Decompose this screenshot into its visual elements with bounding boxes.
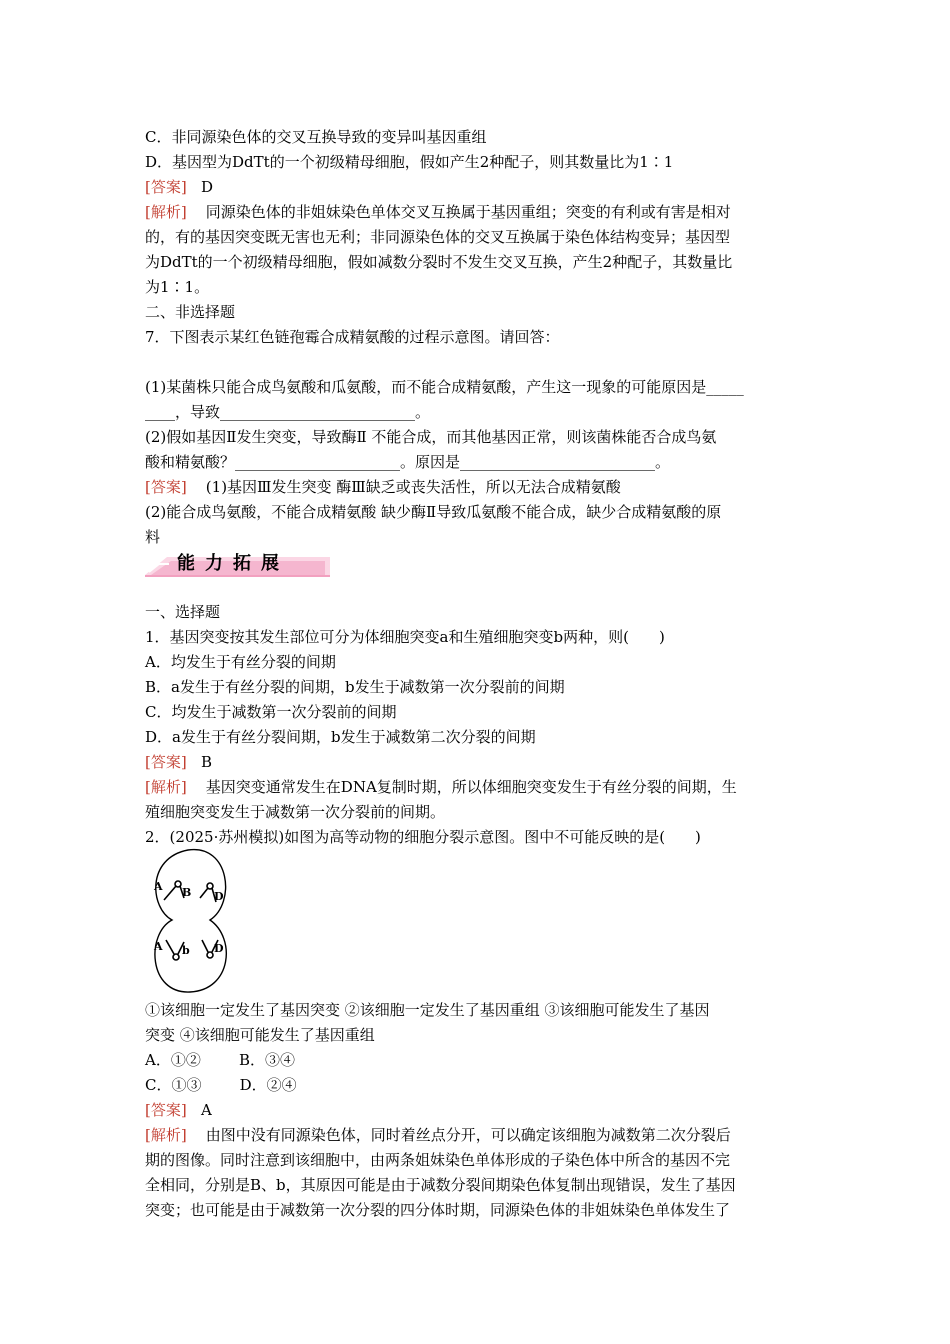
q2-analysis-line-4: 突变；也可能是由于减数第一次分裂的四分体时期，同源染色体的非姐妹染色单体发生了 [145, 1201, 731, 1219]
answer-value: B [201, 753, 213, 771]
q6-analysis-line-2: 的，有的基因突变既无害也无利；非同源染色体的交叉互换属于染色体结构变异；基因型 [145, 228, 731, 246]
q1-stem: 1．基因突变按其发生部位可分为体细胞突变a和生殖细胞突变b两种，则( ) [145, 628, 665, 646]
q2-stem: 2．(2025·苏州模拟)如图为高等动物的细胞分裂示意图。图中不可能反映的是( ) [145, 828, 701, 846]
lower-chromosomes [166, 940, 218, 960]
gene-label-b-lower: b [182, 944, 190, 957]
q7-part1-line-2: ____，导致__________________________。 [145, 403, 431, 421]
answer-text: (1)基因Ⅲ发生突变 酶Ⅲ缺乏或丧失活性，所以无法合成精氨酸 [205, 478, 621, 496]
q7-part2-line-2: 酸和精氨酸？______________________。原因是__________________________。 [145, 453, 671, 471]
q2-options-line-2: 突变 ④该细胞可能发生了基因重组 [145, 1026, 375, 1044]
cell-division-figure [148, 848, 234, 994]
section-banner [145, 545, 330, 581]
q6-analysis-line-1 [145, 202, 810, 222]
q7-part2-line-1: (2)假如基因Ⅱ发生突变，导致酶Ⅱ 不能合成，而其他基因正常，则该菌株能否合成鸟氨 [145, 428, 717, 446]
analysis-tag: [解析] [145, 778, 187, 796]
q1-option-d: D．a发生于有丝分裂间期，b发生于减数第二次分裂的间期 [145, 728, 536, 746]
gene-label-a-lower: A [154, 940, 163, 953]
gene-label-b-upper: B [182, 886, 192, 899]
gene-label-d-upper: D [214, 890, 224, 903]
answer-value: D [201, 178, 214, 196]
answer-tag: [答案] [145, 178, 187, 196]
gene-label-a-upper: A [154, 880, 163, 893]
q2-options-line-1: ①该细胞一定发生了基因突变 ②该细胞一定发生了基因重组 ③该细胞可能发生了基因 [145, 1001, 710, 1019]
q2-choices-ab: A．①② B．③④ [145, 1051, 296, 1069]
q2-analysis-line-3: 全相同，分别是B、b，其原因可能是由于减数分裂间期染色体复制出现错误，发生了基因 [145, 1176, 736, 1194]
q1-option-c: C．均发生于减数第一次分裂前的间期 [145, 703, 397, 721]
q7-answer-line-2: (2)能合成鸟氨酸，不能合成精氨酸 缺少酶Ⅱ导致瓜氨酸不能合成，缺少合成精氨酸的原 [145, 503, 722, 521]
gene-label-d-lower: D [214, 942, 224, 955]
q6-analysis-line-4: 为1∶1。 [145, 278, 210, 296]
q2-choices-cd: C．①③ D．②④ [145, 1076, 297, 1094]
q2-answer [145, 1100, 810, 1120]
q1-analysis-line-2: 殖细胞突变发生于减数第一次分裂前的间期。 [145, 803, 446, 821]
answer-tag: [答案] [145, 753, 187, 771]
analysis-text: 同源染色体的非姐妹染色单体交叉互换属于基因重组；突变的有利或有害是相对 [205, 203, 731, 221]
q6-analysis-line-3: 为DdTt的一个初级精母细胞，假如减数分裂时不发生交叉互换，产生2种配子，其数量比 [145, 253, 733, 271]
q1-option-b: B．a发生于有丝分裂的间期，b发生于减数第一次分裂前的间期 [145, 678, 565, 696]
q1-answer [145, 752, 810, 772]
q1-option-a: A．均发生于有丝分裂的间期 [145, 653, 336, 671]
answer-tag: [答案] [145, 1101, 187, 1119]
answer-value: A [201, 1101, 212, 1119]
q7-part1-line-1: (1)某菌株只能合成鸟氨酸和瓜氨酸，而不能合成精氨酸，产生这一现象的可能原因是_____ [145, 378, 744, 396]
option-c: C．非同源染色体的交叉互换导致的变异叫基因重组 [145, 128, 487, 146]
cell-outline [155, 850, 226, 992]
section-heading-choice: 一、选择题 [145, 603, 221, 621]
banner-title: 能力拓展 [177, 553, 289, 574]
q7-answer-line-3: 料 [145, 528, 161, 546]
analysis-text: 基因突变通常发生在DNA复制时期，所以体细胞突变发生于有丝分裂的间期，生 [205, 778, 737, 796]
section-heading-non-choice: 二、非选择题 [145, 303, 236, 321]
q1-analysis-line-1 [145, 777, 810, 797]
answer-tag: [答案] [145, 478, 187, 496]
q6-answer [145, 177, 810, 197]
q7-stem: 7．下图表示某红色链孢霉合成精氨酸的过程示意图。请回答： [145, 328, 560, 346]
q2-analysis-line-2: 期的图像。同时注意到该细胞中，由两条姐妹染色单体形成的子染色体中所含的基因不完 [145, 1151, 731, 1169]
analysis-tag: [解析] [145, 203, 187, 221]
option-d: D．基因型为DdTt的一个初级精母细胞，假如产生2种配子，则其数量比为1∶1 [145, 153, 674, 171]
analysis-text: 由图中没有同源染色体，同时着丝点分开，可以确定该细胞为减数第二次分裂后 [205, 1126, 731, 1144]
analysis-tag: [解析] [145, 1126, 187, 1144]
q2-analysis-line-1 [145, 1125, 810, 1145]
q7-answer-line-1 [145, 477, 810, 497]
